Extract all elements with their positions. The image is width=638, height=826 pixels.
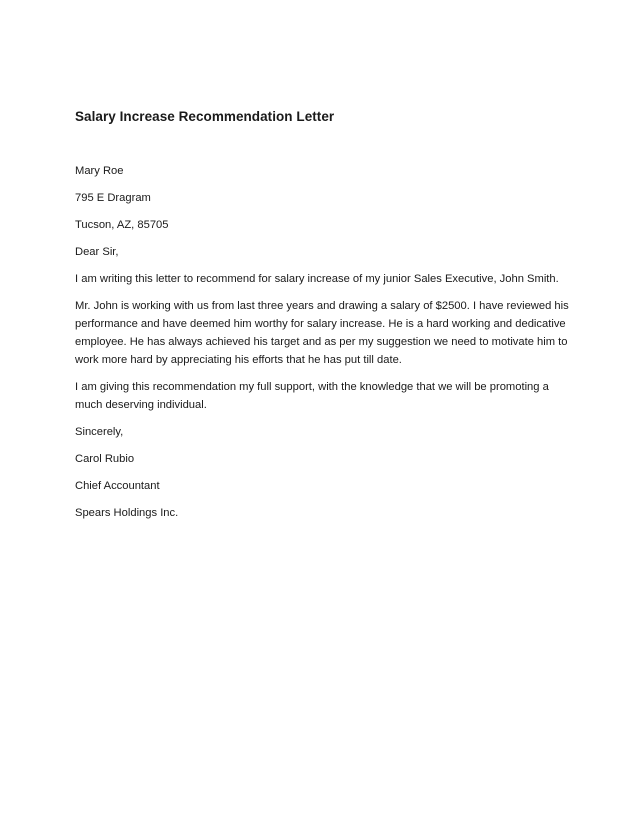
signer-title: Chief Accountant: [75, 480, 160, 492]
letter-title: Salary Increase Recommendation Letter: [75, 109, 335, 124]
salutation: Dear Sir,: [75, 246, 119, 258]
signer-company: Spears Holdings Inc.: [75, 507, 179, 519]
body-paragraph-3: I am giving this recommendation my full support, with the knowledge that we will be promoting a much deserving individual.: [75, 381, 549, 411]
signer-name: Carol Rubio: [75, 453, 135, 465]
body-paragraph-2: Mr. John is working with us from last three years and drawing a salary of $2500. I have reviewed his performance and have deemed him worthy for salary increase. He is a hard working and dedicative employee. He has always achieved his target and as per my suggestion we need to motivate him to work more hard by appreciating his efforts that he has put till date.: [75, 300, 569, 366]
address-line-1: 795 E Dragram: [75, 192, 151, 204]
body-paragraph-1: I am writing this letter to recommend for salary increase of my junior Sales Executive, John Smith.: [75, 273, 559, 285]
letter-body: [75, 109, 570, 531]
closing: Sincerely,: [75, 426, 124, 438]
sender-name: Mary Roe: [75, 165, 124, 177]
address-line-2: Tucson, AZ, 85705: [75, 219, 169, 231]
